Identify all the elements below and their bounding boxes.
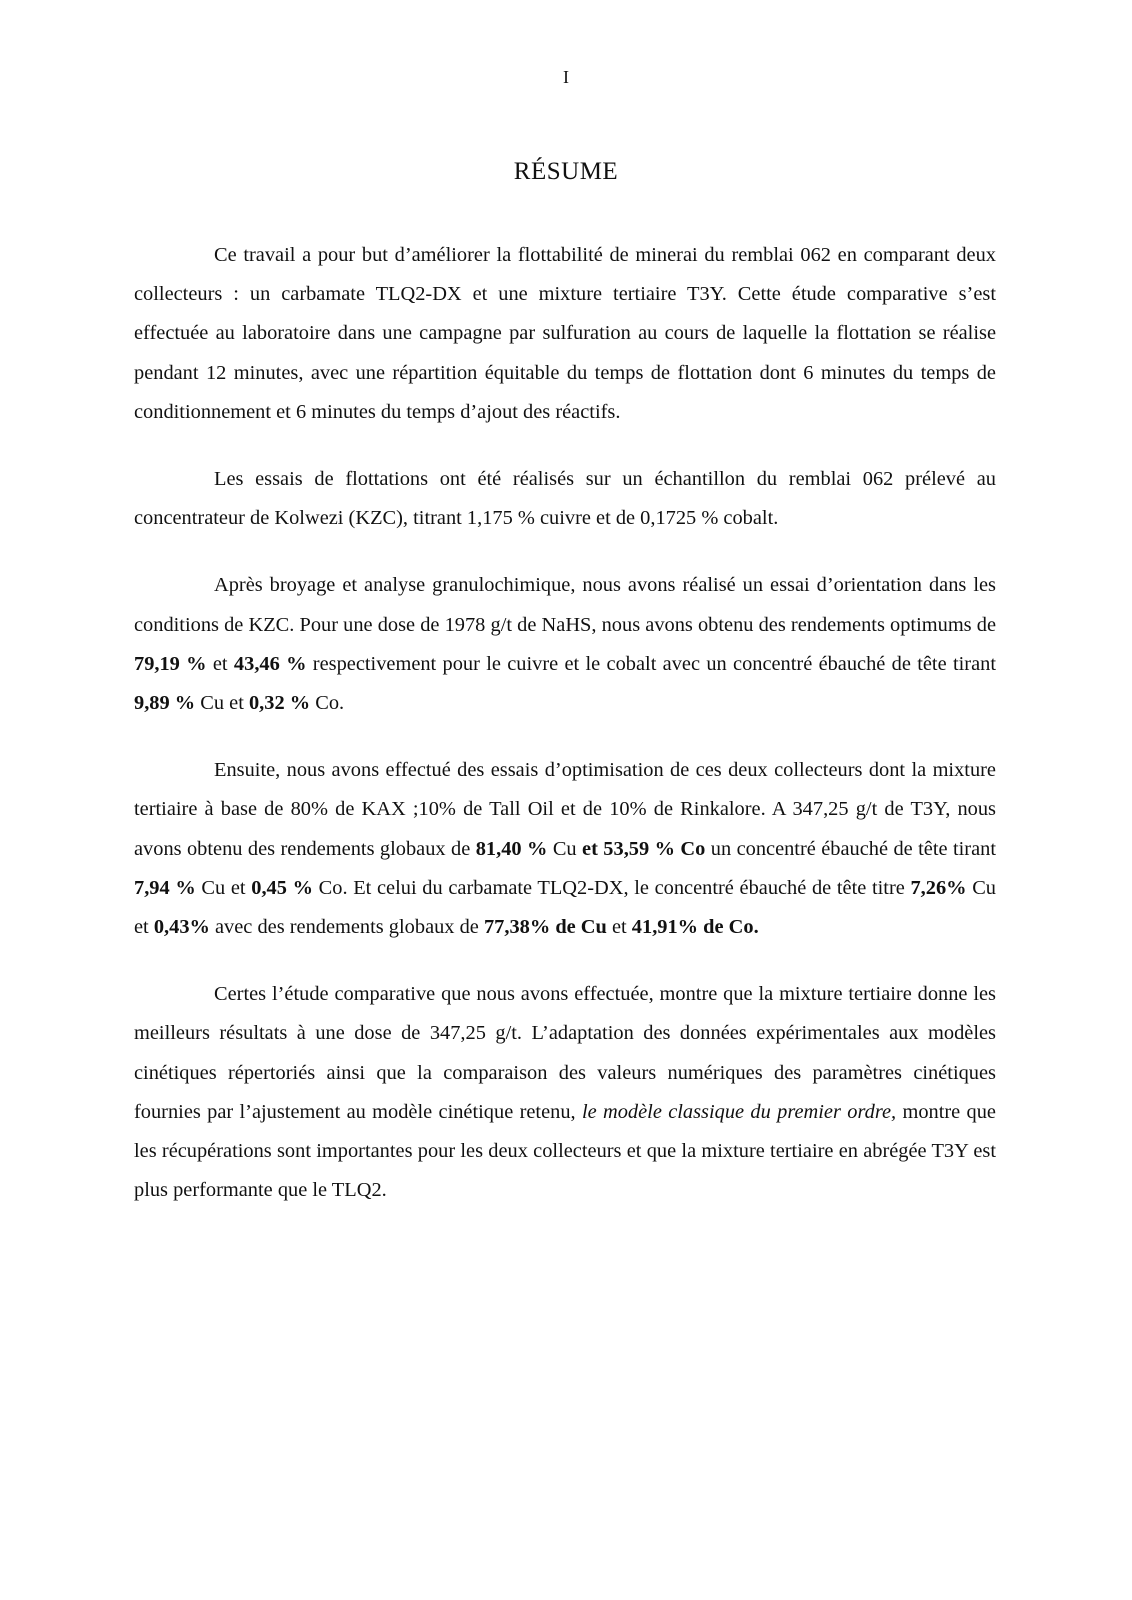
bold-value: 81,40 % — [475, 837, 548, 860]
bold-value: 0,32 % — [248, 692, 311, 715]
bold-value: et 53,59 % Co — [582, 837, 706, 860]
paragraph-text: et — [206, 652, 234, 675]
paragraph-text: Cu et — [195, 876, 252, 899]
bold-value: 0,45 % — [251, 876, 313, 899]
paragraph-text: Les essais de flottations ont été réalisés sur un échantillon du remblai 062 prélevé au concentrateur de Kolwezi (KZC), titrant 1,175 % cuivre et de 0,1725 % cobalt. — [134, 468, 996, 530]
paragraph-text: Co. Et celui du carbamate TLQ2-DX, le concentré ébauché de tête titre — [313, 876, 911, 899]
paragraph-text: Cu et — [195, 692, 249, 715]
bold-value: 41,91% de Co. — [631, 916, 759, 939]
abstract-paragraph — [134, 751, 996, 947]
bold-value: 43,46 % — [233, 652, 307, 675]
abstract-paragraph — [134, 566, 996, 723]
bold-value: 9,89 % — [134, 692, 196, 715]
abstract-paragraph — [134, 975, 996, 1210]
bold-value: 7,94 % — [134, 876, 196, 899]
paragraph-text: et — [606, 916, 632, 939]
paragraph-text: respectivement pour le cuivre et le cobalt avec un concentré ébauché de tête tirant — [306, 652, 996, 675]
paragraph-text: Ensuite, nous avons effectué des essais d’optimisation de ces deux collecteurs dont la mixture tertiaire à base de 80% de KAX ;10% de Tall Oil et de 10% de Rinkalore. A 347,25 g/t de T3Y, nous avons obtenu des rendements globaux de — [134, 759, 996, 860]
paragraph-text: Ce travail a pour but d’améliorer la flottabilité de minerai du remblai 062 en comparant deux collecteurs : un carbamate TLQ2-DX et une mixture tertiaire T3Y. Cette étude comparative s’est effectuée au laboratoire dans une campagne par sulfuration au cours de laquelle la flottation se réalise pendant 12 minutes, avec une répartition équitable du temps de flottation dont 6 minutes du temps de conditionnement et 6 minutes du temps d’ajout des réactifs. — [134, 244, 996, 423]
bold-value: 0,43% — [153, 916, 210, 939]
paragraph-text: Après broyage et analyse granulochimique, nous avons réalisé un essai d’orientation dans les conditions de KZC. Pour une dose de 1978 g/t de NaHS, nous avons obtenu des rendements optimums de — [134, 574, 996, 636]
paragraph-text: avec des rendements globaux de — [209, 916, 484, 939]
abstract-paragraph — [134, 236, 996, 432]
paragraph-text: montre que les récupérations sont importantes pour les deux collecteurs et que la mixture tertiaire en abrégée T3Y est plus performante que le TLQ2. — [134, 1100, 996, 1202]
bold-value: 77,38% de Cu — [483, 916, 607, 939]
paragraph-text: un concentré ébauché de tête tirant — [705, 837, 996, 860]
page-number: I — [563, 67, 569, 87]
abstract-paragraph — [134, 460, 996, 538]
bold-value: 79,19 % — [134, 652, 207, 675]
paragraph-text: Certes l’étude comparative que nous avons effectuée, montre que la mixture tertiaire donne les meilleurs résultats à une dose de 347,25 g/t. L’adaptation des données expérimentales aux modèles cinétiques répertoriés ainsi que la comparaison des valeurs numériques des paramètres cinétiques fournies par l’ajustement au modèle cinétique retenu, — [134, 983, 996, 1123]
page-title: RÉSUME — [513, 158, 619, 185]
paragraph-text: Cu et — [134, 876, 997, 939]
abstract-body — [134, 236, 996, 1210]
bold-value: 7,26% — [910, 876, 967, 899]
italic-text: le modèle classique du premier ordre, — [581, 1100, 897, 1123]
paragraph-text: Co. — [310, 692, 345, 715]
paragraph-text: Cu — [547, 837, 583, 860]
